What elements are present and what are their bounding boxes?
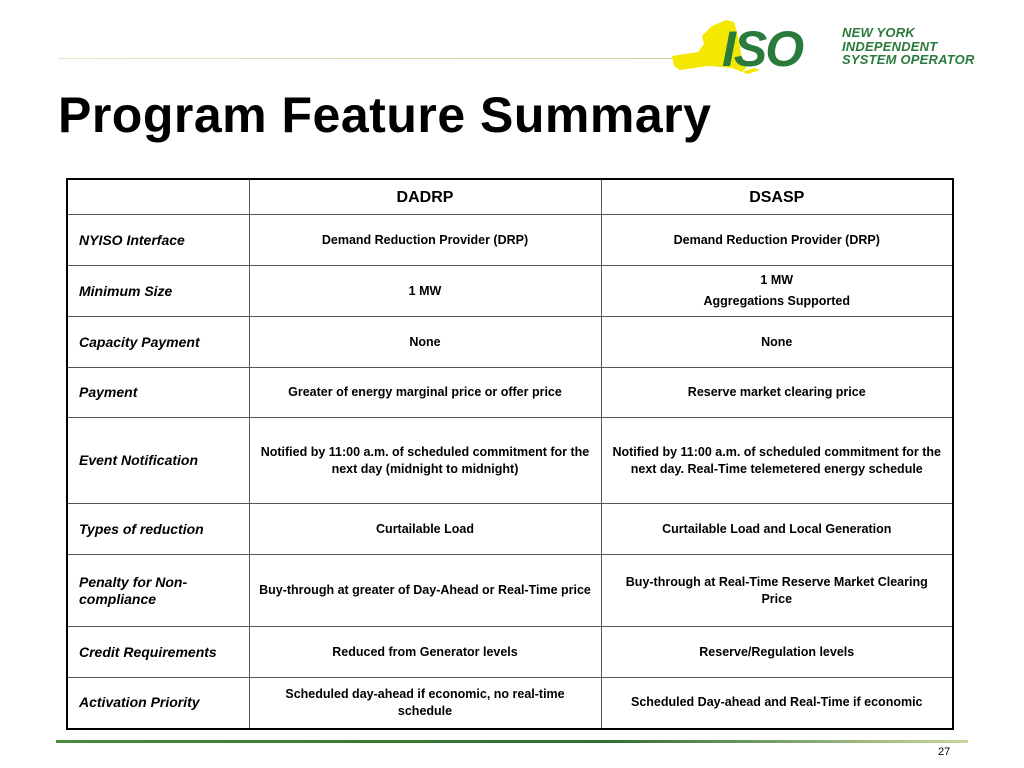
table-row <box>67 418 953 504</box>
row-label: Credit Requirements <box>67 627 249 678</box>
dsasp-cell: Reserve market clearing price <box>601 368 953 418</box>
header-dadrp: DADRP <box>249 179 601 215</box>
dadrp-cell: Curtailable Load <box>249 504 601 555</box>
row-label: Event Notification <box>67 418 249 504</box>
dadrp-cell: Scheduled day-ahead if economic, no real-time schedule <box>249 678 601 729</box>
table-row <box>67 678 953 729</box>
row-label: Penalty for Non-compliance <box>67 555 249 627</box>
page-number: 27 <box>938 746 951 758</box>
table-row <box>67 317 953 368</box>
row-label: Capacity Payment <box>67 317 249 368</box>
dadrp-cell: Buy-through at greater of Day-Ahead or Real-Time price <box>249 555 601 627</box>
footer-rule <box>56 740 968 743</box>
dsasp-cell: Reserve/Regulation levels <box>601 627 953 678</box>
table-row <box>67 627 953 678</box>
header-dsasp: DSASP <box>601 179 953 215</box>
slide-title: Program Feature Summary <box>58 87 712 143</box>
dsasp-cell: Curtailable Load and Local Generation <box>601 504 953 555</box>
logo-line-3: SYSTEM OPERATOR <box>842 52 975 67</box>
logo-line-1: NEW YORK <box>842 25 915 40</box>
table-row <box>67 368 953 418</box>
dsasp-cell: None <box>601 317 953 368</box>
dsasp-cell: Demand Reduction Provider (DRP) <box>601 215 953 266</box>
dadrp-cell: Greater of energy marginal price or offer price <box>249 368 601 418</box>
row-label: Payment <box>67 368 249 418</box>
table-row <box>67 555 953 627</box>
dsasp-cell: Scheduled Day-ahead and Real-Time if economic <box>601 678 953 729</box>
header-rule <box>58 58 678 59</box>
dadrp-cell: Notified by 11:00 a.m. of scheduled commitment for the next day (midnight to midnight) <box>249 418 601 504</box>
row-label: Activation Priority <box>67 678 249 729</box>
row-label: NYISO Interface <box>67 215 249 266</box>
row-label: Minimum Size <box>67 266 249 317</box>
header-blank-cell <box>67 179 249 215</box>
dadrp-cell: Reduced from Generator levels <box>249 627 601 678</box>
dsasp-cell <box>601 266 953 317</box>
dsasp-cell: Buy-through at Real-Time Reserve Market Clearing Price <box>601 555 953 627</box>
dadrp-cell: Demand Reduction Provider (DRP) <box>249 215 601 266</box>
svg-text:ISO: ISO <box>722 21 803 77</box>
dsasp-cell-line-2: Aggregations Supported <box>703 294 851 308</box>
table-header-row <box>67 179 953 215</box>
dadrp-cell: 1 MW <box>249 266 601 317</box>
logo-line-2: INDEPENDENT <box>842 38 938 54</box>
table-row <box>67 504 953 555</box>
dsasp-cell-line-1: 1 MW <box>760 273 794 287</box>
row-label: Types of reduction <box>67 504 249 555</box>
dsasp-cell: Notified by 11:00 a.m. of scheduled commitment for the next day. Real-Time telemetered energy schedule <box>601 418 953 504</box>
feature-summary-table <box>66 178 954 730</box>
table-row <box>67 266 953 317</box>
table-row <box>67 215 953 266</box>
logo-wordmark <box>842 26 975 67</box>
dadrp-cell: None <box>249 317 601 368</box>
